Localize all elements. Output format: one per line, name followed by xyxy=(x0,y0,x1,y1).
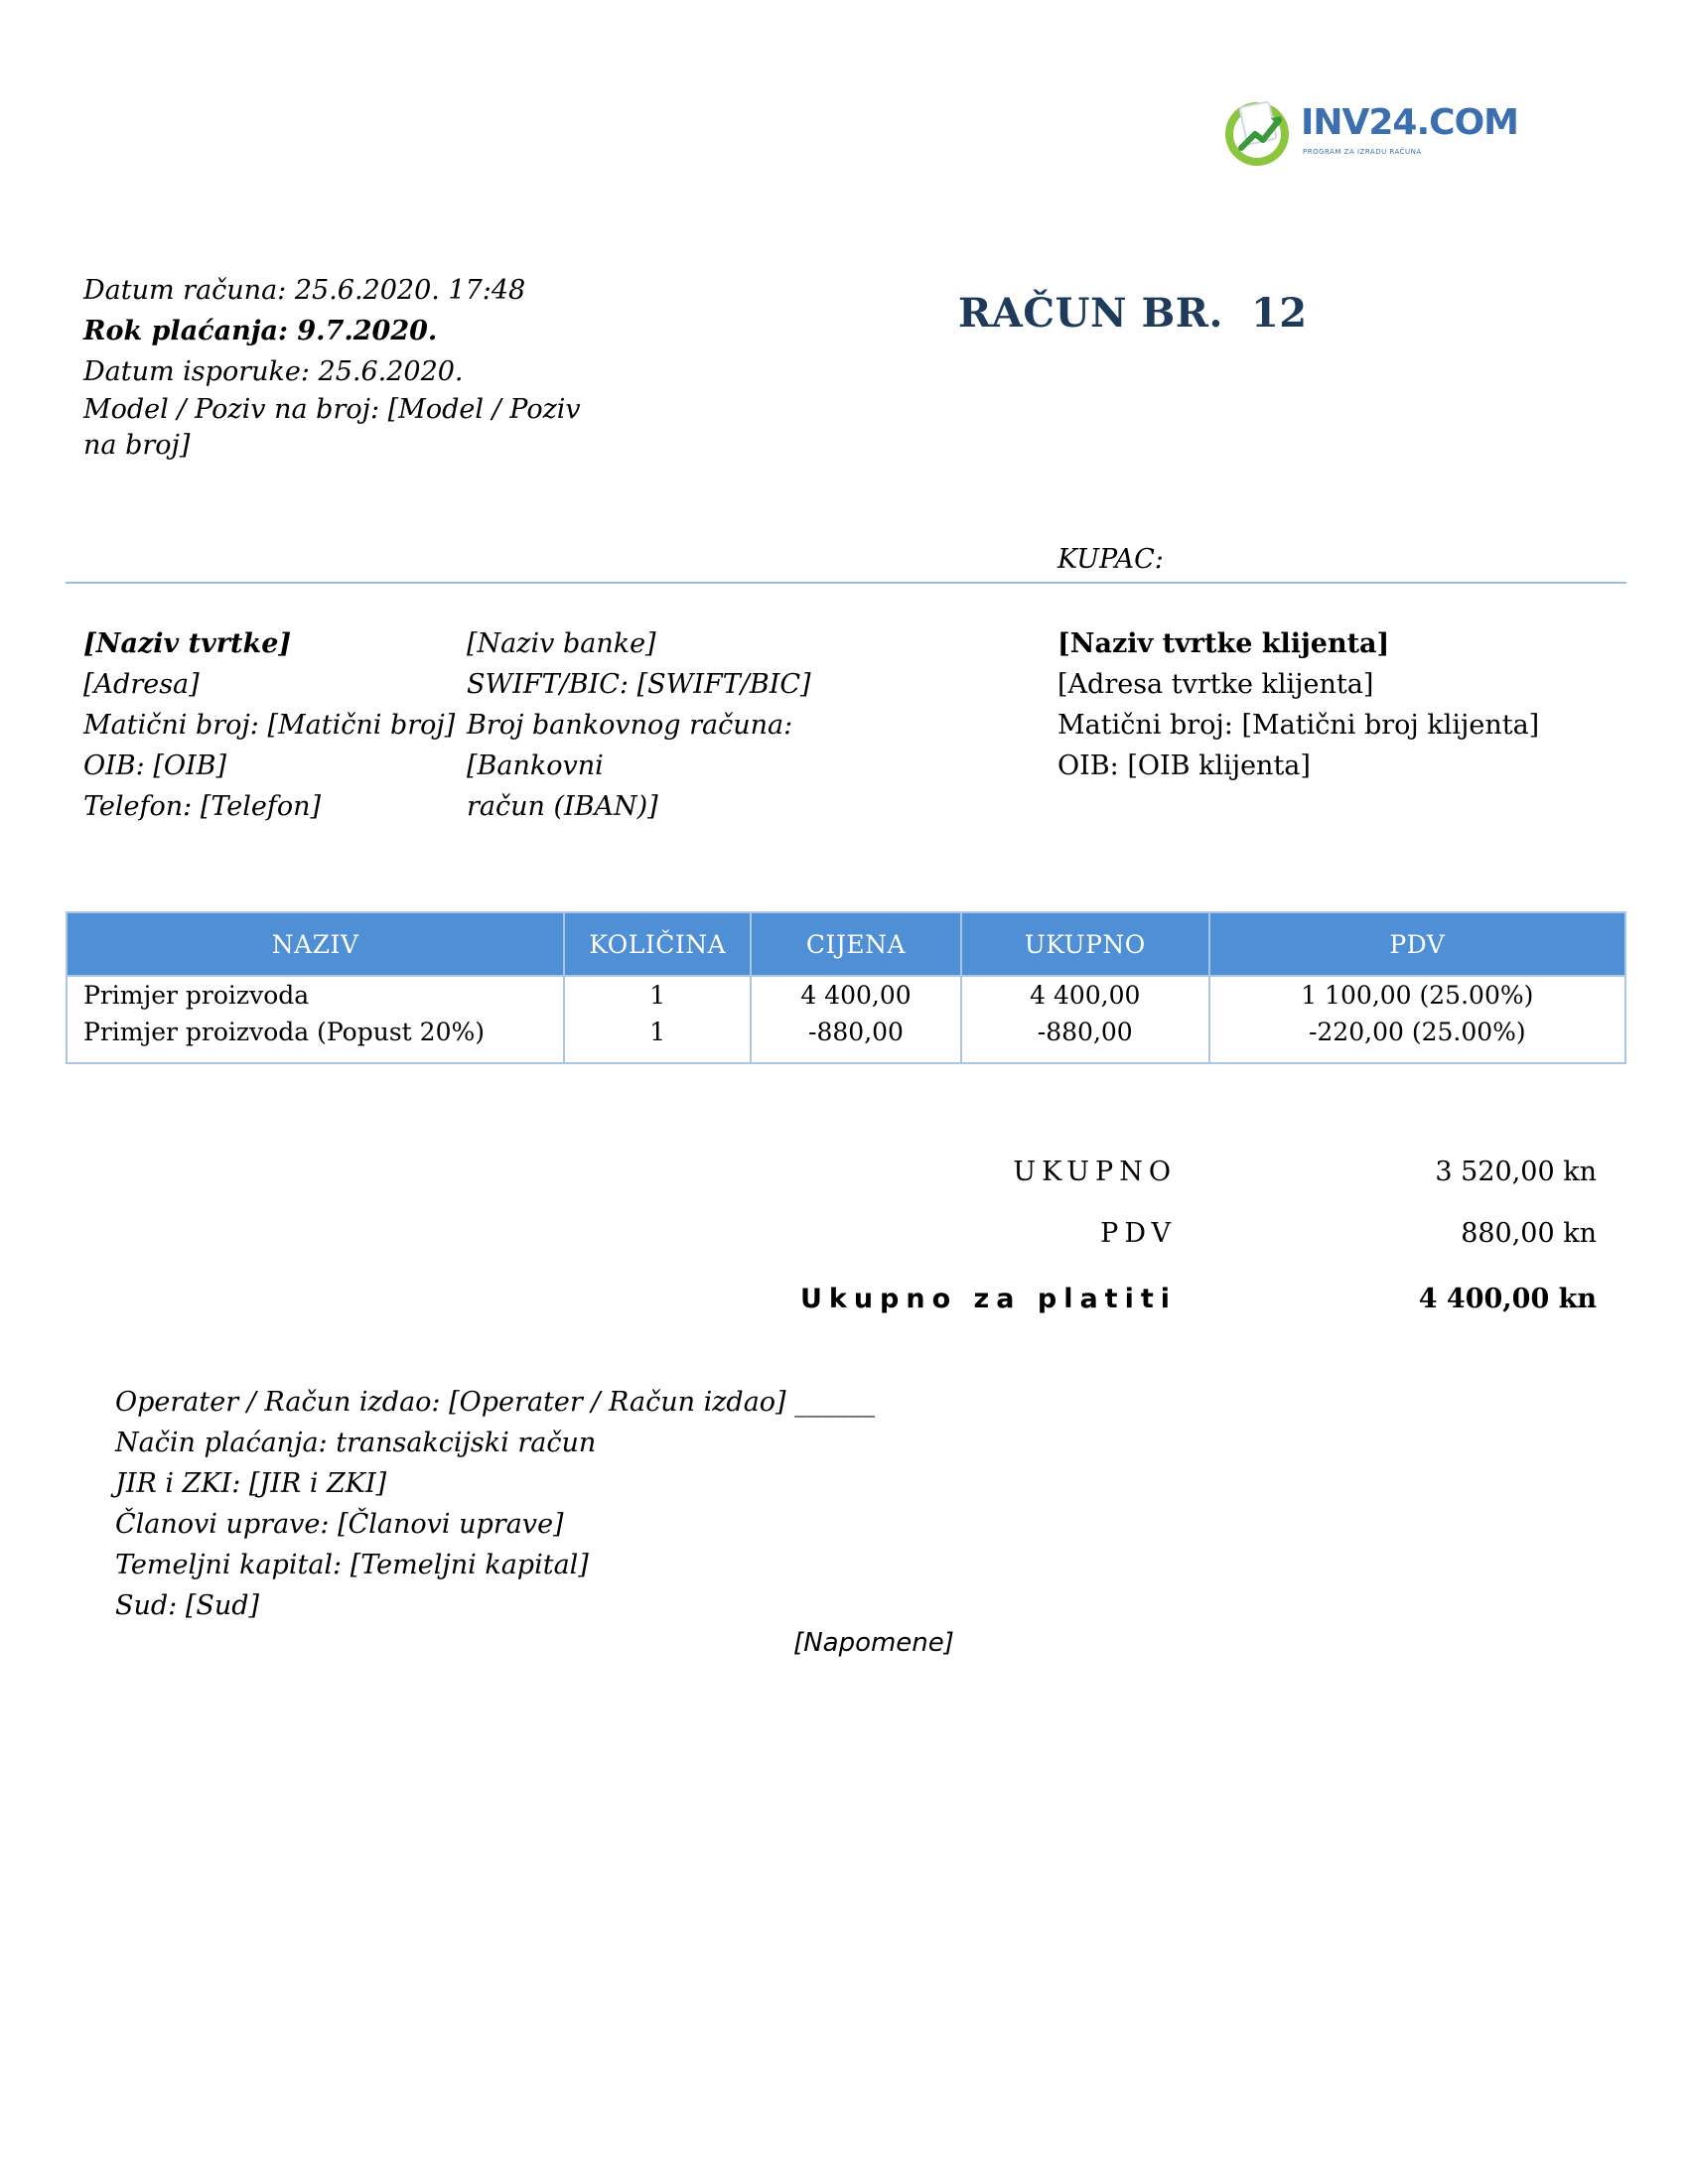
grand-total-label: Ukupno za platiti xyxy=(799,1284,1177,1314)
item-quantity: 1 xyxy=(564,976,751,1014)
logo-tagline: PROGRAM ZA IZRADU RAČUNA xyxy=(1303,148,1422,156)
item-price: -880,00 xyxy=(751,1014,961,1063)
bank-block xyxy=(467,623,933,827)
item-price: 4 400,00 xyxy=(751,976,961,1014)
reference-line-2: na broj] xyxy=(83,430,191,461)
board-members: Članovi uprave: [Članovi uprave] xyxy=(115,1509,564,1540)
vat-total-value: 880,00 kn xyxy=(1461,1218,1597,1249)
seller-name: [Naziv tvrtke] xyxy=(83,628,292,659)
item-vat: 1 100,00 (25.00%) xyxy=(1209,976,1625,1014)
share-capital: Temeljni kapital: [Temeljni kapital] xyxy=(115,1550,589,1580)
jir-zki: JIR i ZKI: [JIR i ZKI] xyxy=(115,1468,387,1499)
invoice-number: 12 xyxy=(1250,290,1308,337)
seller-reg-number: Matični broj: [Matični broj] xyxy=(83,710,456,741)
column-header-quantity: KOLIČINA xyxy=(564,912,751,976)
logo-badge-icon xyxy=(1221,96,1293,168)
operator-line: Operater / Račun izdao: [Operater / Račun izdao] ______ xyxy=(115,1387,876,1418)
item-total: -880,00 xyxy=(961,1014,1209,1063)
notes: [Napomene] xyxy=(793,1628,954,1658)
bank-account-line-1: Broj bankovnog računa: [Bankovni xyxy=(467,710,793,781)
buyer-address: [Adresa tvrtke klijenta] xyxy=(1057,669,1374,700)
column-header-total: UKUPNO xyxy=(961,912,1209,976)
item-name: Primjer proizvoda xyxy=(67,976,564,1014)
seller-phone: Telefon: [Telefon] xyxy=(83,791,322,822)
buyer-label: KUPAC: xyxy=(1057,544,1164,575)
column-header-name: NAZIV xyxy=(67,912,564,976)
column-header-price: CIJENA xyxy=(751,912,961,976)
table-row xyxy=(67,1014,1625,1063)
reference-line-1: Model / Poziv na broj: [Model / Poziv xyxy=(83,394,581,425)
item-quantity: 1 xyxy=(564,1014,751,1063)
bank-swift: SWIFT/BIC: [SWIFT/BIC] xyxy=(467,669,811,700)
grand-total-value: 4 400,00 kn xyxy=(1418,1284,1597,1314)
seller-oib: OIB: [OIB] xyxy=(83,751,227,781)
column-header-vat: PDV xyxy=(1209,912,1625,976)
seller-block xyxy=(83,623,471,827)
bank-name: [Naziv banke] xyxy=(467,628,656,659)
item-vat: -220,00 (25.00%) xyxy=(1209,1014,1625,1063)
bank-account-line-2: račun (IBAN)] xyxy=(467,791,658,822)
item-total: 4 400,00 xyxy=(961,976,1209,1014)
vat-total-label: PDV xyxy=(1100,1218,1177,1249)
buyer-name: [Naziv tvrtke klijenta] xyxy=(1057,628,1390,659)
subtotal-value: 3 520,00 kn xyxy=(1435,1157,1597,1187)
footer-info xyxy=(115,1382,1009,1626)
item-name: Primjer proizvoda (Popust 20%) xyxy=(67,1014,564,1063)
due-date: Rok plaćanja: 9.7.2020. xyxy=(83,316,438,346)
items-table xyxy=(66,911,1626,1064)
court: Sud: [Sud] xyxy=(115,1590,260,1621)
logo-brand-name: INV24.COM xyxy=(1301,102,1519,143)
seller-address: [Adresa] xyxy=(83,669,200,700)
buyer-block xyxy=(1057,623,1614,786)
payment-method: Način plaćanja: transakcijski račun xyxy=(115,1428,597,1458)
subtotal-label: UKUPNO xyxy=(1013,1157,1177,1187)
company-logo xyxy=(1221,94,1519,174)
invoice-date: Datum računa: 25.6.2020. 17:48 xyxy=(83,275,526,306)
delivery-date: Datum isporuke: 25.6.2020. xyxy=(83,356,464,387)
invoice-title xyxy=(958,290,1308,337)
table-row xyxy=(67,976,1625,1014)
invoice-title-label: RAČUN BR. xyxy=(958,290,1223,337)
table-header-row xyxy=(67,912,1625,976)
header-divider xyxy=(66,582,1626,584)
buyer-reg-number: Matični broj: [Matični broj klijenta] xyxy=(1057,710,1540,741)
invoice-meta xyxy=(83,270,600,464)
buyer-oib: OIB: [OIB klijenta] xyxy=(1057,751,1311,781)
